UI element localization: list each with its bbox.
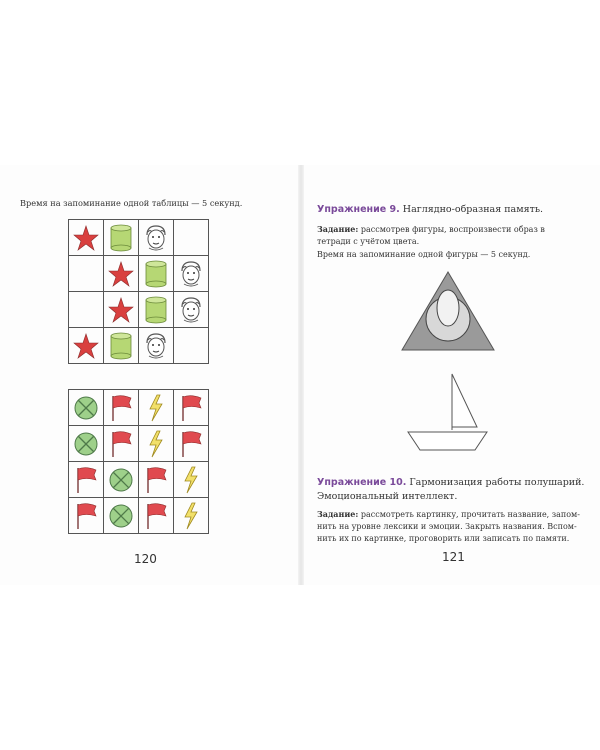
page-number-left: 120 [134, 552, 157, 566]
empty-cell [174, 328, 209, 364]
sailboat-hull [408, 432, 487, 450]
cylinder-icon [104, 220, 139, 256]
flag-icon [139, 498, 174, 534]
star-icon [69, 220, 104, 256]
flag-icon [174, 426, 209, 462]
exercise-10-heading [317, 476, 584, 504]
flag-icon [69, 462, 104, 498]
flag-icon [139, 462, 174, 498]
empty-cell [69, 292, 104, 328]
table-1-row-4 [69, 328, 209, 364]
cylinder-icon [139, 256, 174, 292]
star-icon [104, 256, 139, 292]
flag-icon [174, 390, 209, 426]
exercise-10-number: Упражнение 10. [317, 477, 407, 488]
memorize-time-caption: Время на запоминание одной таблицы — 5 секунд. [20, 198, 243, 208]
flag-icon [69, 498, 104, 534]
task-line-1: рассмотреть картинку, прочитать название, запом- [360, 510, 580, 519]
exercise-9-title: Наглядно-образная память. [402, 204, 544, 215]
task-label-10: Задание: [317, 509, 359, 519]
lightning-icon [139, 390, 174, 426]
flag-icon [104, 390, 139, 426]
lightning-icon [139, 426, 174, 462]
exercise-9-time: Время на запоминание одной фигуры — 5 секунд. [317, 250, 531, 259]
exercise-9-heading [317, 203, 543, 217]
memory-table-1 [68, 219, 209, 364]
face-icon [139, 328, 174, 364]
empty-cell [69, 256, 104, 292]
table-1-row-1 [69, 220, 209, 256]
exercise-9-task [317, 223, 552, 248]
table-1-row-3 [69, 292, 209, 328]
triangle-ellipse [437, 290, 459, 326]
crossed-circle-icon [104, 498, 139, 534]
crossed-circle-icon [69, 390, 104, 426]
empty-cell [174, 220, 209, 256]
face-icon [174, 256, 209, 292]
crossed-circle-icon [104, 462, 139, 498]
task-label: Задание: [317, 224, 359, 234]
book-gutter [298, 165, 304, 585]
face-icon [139, 220, 174, 256]
sailboat-sail [452, 374, 477, 427]
star-icon [69, 328, 104, 364]
crossed-circle-icon [69, 426, 104, 462]
lightning-icon [174, 462, 209, 498]
table-1-row-2 [69, 256, 209, 292]
memory-table-2 [68, 389, 209, 534]
table-2-row-4 [69, 498, 209, 534]
table-2-row-3 [69, 462, 209, 498]
table-2-row-1 [69, 390, 209, 426]
page-number-right: 121 [442, 550, 465, 564]
exercise-9-number: Упражнение 9. [317, 204, 400, 215]
task-line-3: нить их по картинке, проговорить или записать по памяти. [317, 534, 570, 543]
face-icon [174, 292, 209, 328]
flag-icon [104, 426, 139, 462]
exercise-10-title-2: Эмоциональный интеллект. [317, 491, 458, 502]
star-icon [104, 292, 139, 328]
exercise-10-task [317, 508, 587, 545]
cylinder-icon [104, 328, 139, 364]
sailboat-figure [405, 370, 491, 456]
lightning-icon [174, 498, 209, 534]
table-2-row-2 [69, 426, 209, 462]
cylinder-icon [139, 292, 174, 328]
triangle-figure [400, 270, 496, 356]
task-line-2: нить на уровне лексики и эмоции. Закрыть названия. Вспом- [317, 522, 577, 531]
exercise-10-title-1: Гармонизация работы полушарий. [409, 477, 585, 488]
task-text: рассмотрев фигуры, воспроизвести образ в тетради с учётом цвета. [317, 225, 545, 246]
